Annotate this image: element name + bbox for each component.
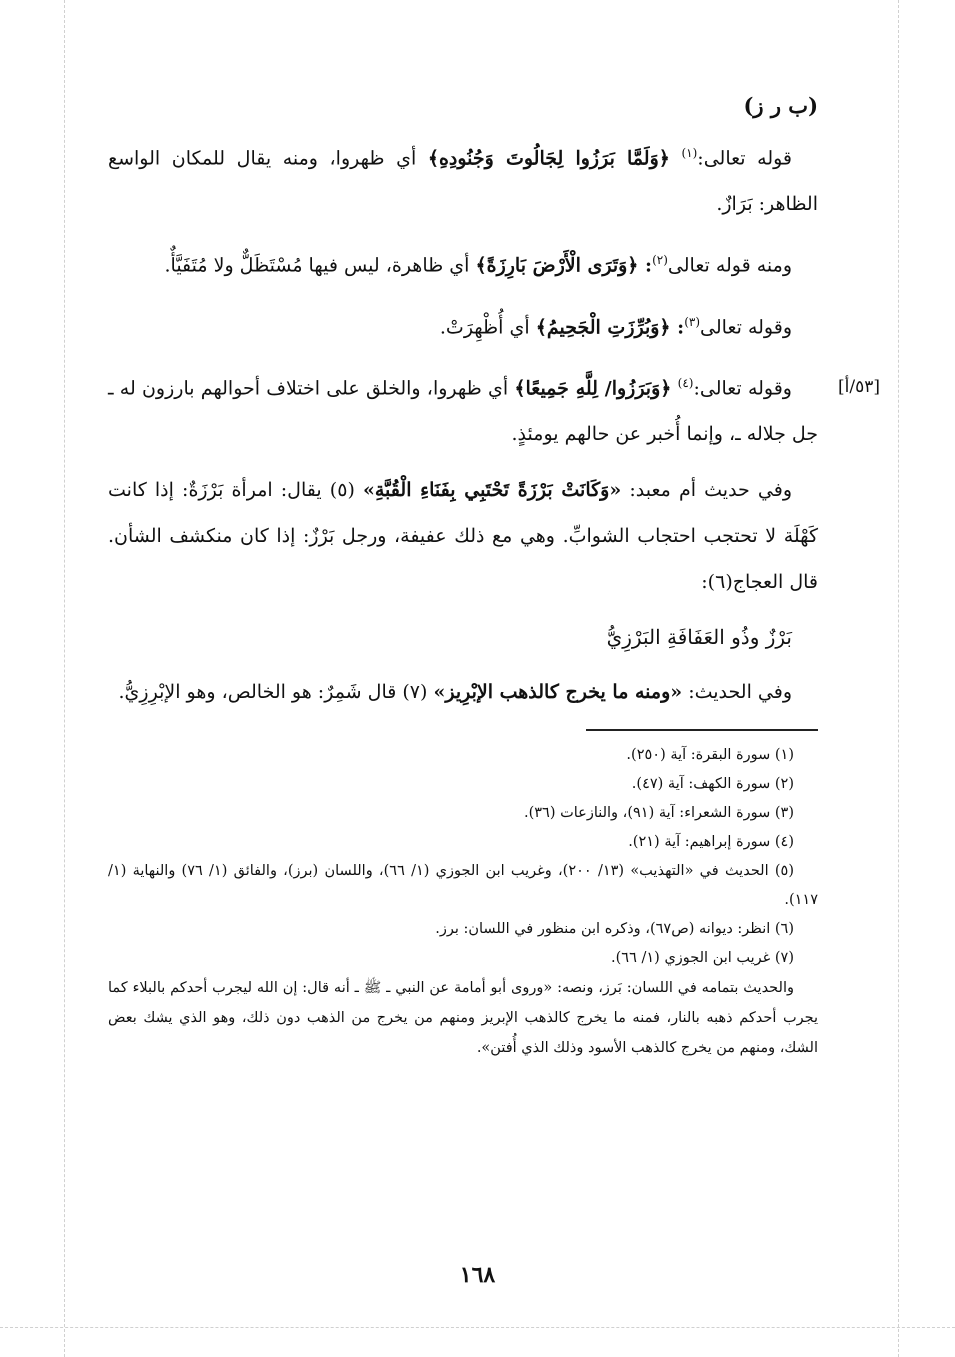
footnote-ref: (٤) [677, 375, 694, 390]
page-number: ١٦٨ [459, 1262, 496, 1288]
poetry-verse: بَرْزٌ وذُو العَفَافَةِ البَرْزِيُّ [606, 625, 792, 650]
quran-quote: ﴿وَبَرَزُوا/ لِلَّهِ جَمِيعًا﴾ [514, 377, 672, 400]
footnote-ref: (١) [681, 146, 698, 160]
quran-quote: : ﴿وَتَرَى الْأَرْضَ بَارِزَةً﴾ [475, 254, 653, 277]
paragraph-text: أي ظاهرة، ليس فيها مُسْتَظَلٌّ ولا مُتَفَيَّأٌ. [164, 254, 470, 277]
paragraph [108, 130, 818, 227]
paragraph-text: وفي الحديث: [688, 681, 792, 704]
footnote: (٥) الحديث في «التهذيب» (١٣/ ٢٠٠)، وغريب ابن الجوزي (١/ ٦٦)، واللسان (برز)، والفائق (١/ ٧٦) والنهاية (١/ ١١٧). [108, 863, 818, 909]
hadith-quote: «ومنه ما يخرج كالذهب الإبْرِيز» [433, 681, 683, 704]
guide-line [0, 1327, 955, 1328]
footnote: (٦) انظر: ديوانه (ص٦٧)، وذكره ابن منظور في اللسان: برز. [435, 921, 794, 938]
hadith-quote: «وَكَانَتْ بَرْزَةً تَحْتَبِي بِفَنَاءِ الْقُبَّةِ» [363, 479, 622, 502]
paragraph [108, 299, 818, 350]
paragraph [108, 237, 818, 288]
footnote: (١) سورة البقرة: آية (٢٥٠). [626, 747, 794, 764]
footnote-ref: (٢) [652, 253, 668, 268]
guide-line [64, 0, 65, 1357]
paragraph-text: ومنه قوله تعالى [667, 254, 792, 277]
main-text [108, 88, 880, 1063]
footnote: (٧) غريب ابن الجوزي (١/ ٦٦). [611, 950, 794, 967]
paragraph-text: وقوله تعالى [700, 315, 792, 338]
footnote-ref: (٣) [684, 314, 701, 329]
guide-line [898, 0, 899, 1357]
paragraph-text: أي ظهروا، والخلق على اختلاف أحوالهم بارزون له ـ جل جلاله ـ، وإنما أُخبر عن حالهم يومئذٍ. [108, 377, 818, 446]
paragraph-text: أي ظهروا، ومنه يقال للمكان الواسع الظاهر: بَرَازٌ. [108, 147, 818, 216]
margin-reference: [٥٣/أ] [838, 376, 880, 397]
paragraph [108, 669, 818, 715]
paragraph [108, 467, 818, 605]
quran-quote: : ﴿وَبُرِّزَتِ الْجَحِيمُ﴾ [535, 315, 685, 338]
paragraph-text: (٥) يقال: امرأة بَرْزَةٌ: إذا كانت كَهْلَة لا تحتجب احتجاب الشوابِّ. وهي مع ذلك عفيفة، ورجل بَرْزٌ: إذا كان منكشف الشأن. قال العجاج(٦): [108, 479, 818, 594]
paragraph-text: قوله تعالى: [697, 147, 793, 170]
footnote-separator [586, 729, 818, 731]
footnote: (٤) سورة إبراهيم: آية (٢١). [628, 834, 794, 851]
entry-heading: (ب ر ز) [743, 93, 818, 118]
paragraph [108, 360, 880, 457]
paragraph-text: وقوله تعالى: [693, 377, 792, 400]
footnote: (٣) سورة الشعراء: آية (٩١)، والنازعات (٣٦). [523, 805, 794, 822]
footnote-continuation: والحديث بتمامه في اللسان: بَرز، ونصه: «وروى أبو أمامة عن النبي ـ ﷺ ـ أنه قال: إن الله ليجرب أحدكم بالبلاء كما يجرب أحدكم ذهبه بالنار، فمنه ما يخرج كالذهب الإبريز ومنهم من يخرج من الذهب دون ذلك، وهو الذي يشك بعض الشك، ومنهم من يخرج كالذهب الأسود وذلك الذي أُفتن». [108, 980, 818, 1057]
paragraph-text: (٧) قال شَمِرٌ: هو الخالص، وهو الإبْرِزِيُّ. [118, 681, 428, 704]
footnotes [108, 741, 818, 1063]
paragraph-text: أي أُظْهِرَتْ. [439, 315, 530, 338]
paragraph-text: وفي حديث أم معبد: [629, 479, 793, 502]
footnote: (٢) سورة الكهف: آية (٤٧). [631, 776, 794, 793]
quran-quote: ﴿وَلَمَّا بَرَزُوا لِجَالُوتَ وَجُنُودِهِ﴾ [427, 147, 670, 170]
